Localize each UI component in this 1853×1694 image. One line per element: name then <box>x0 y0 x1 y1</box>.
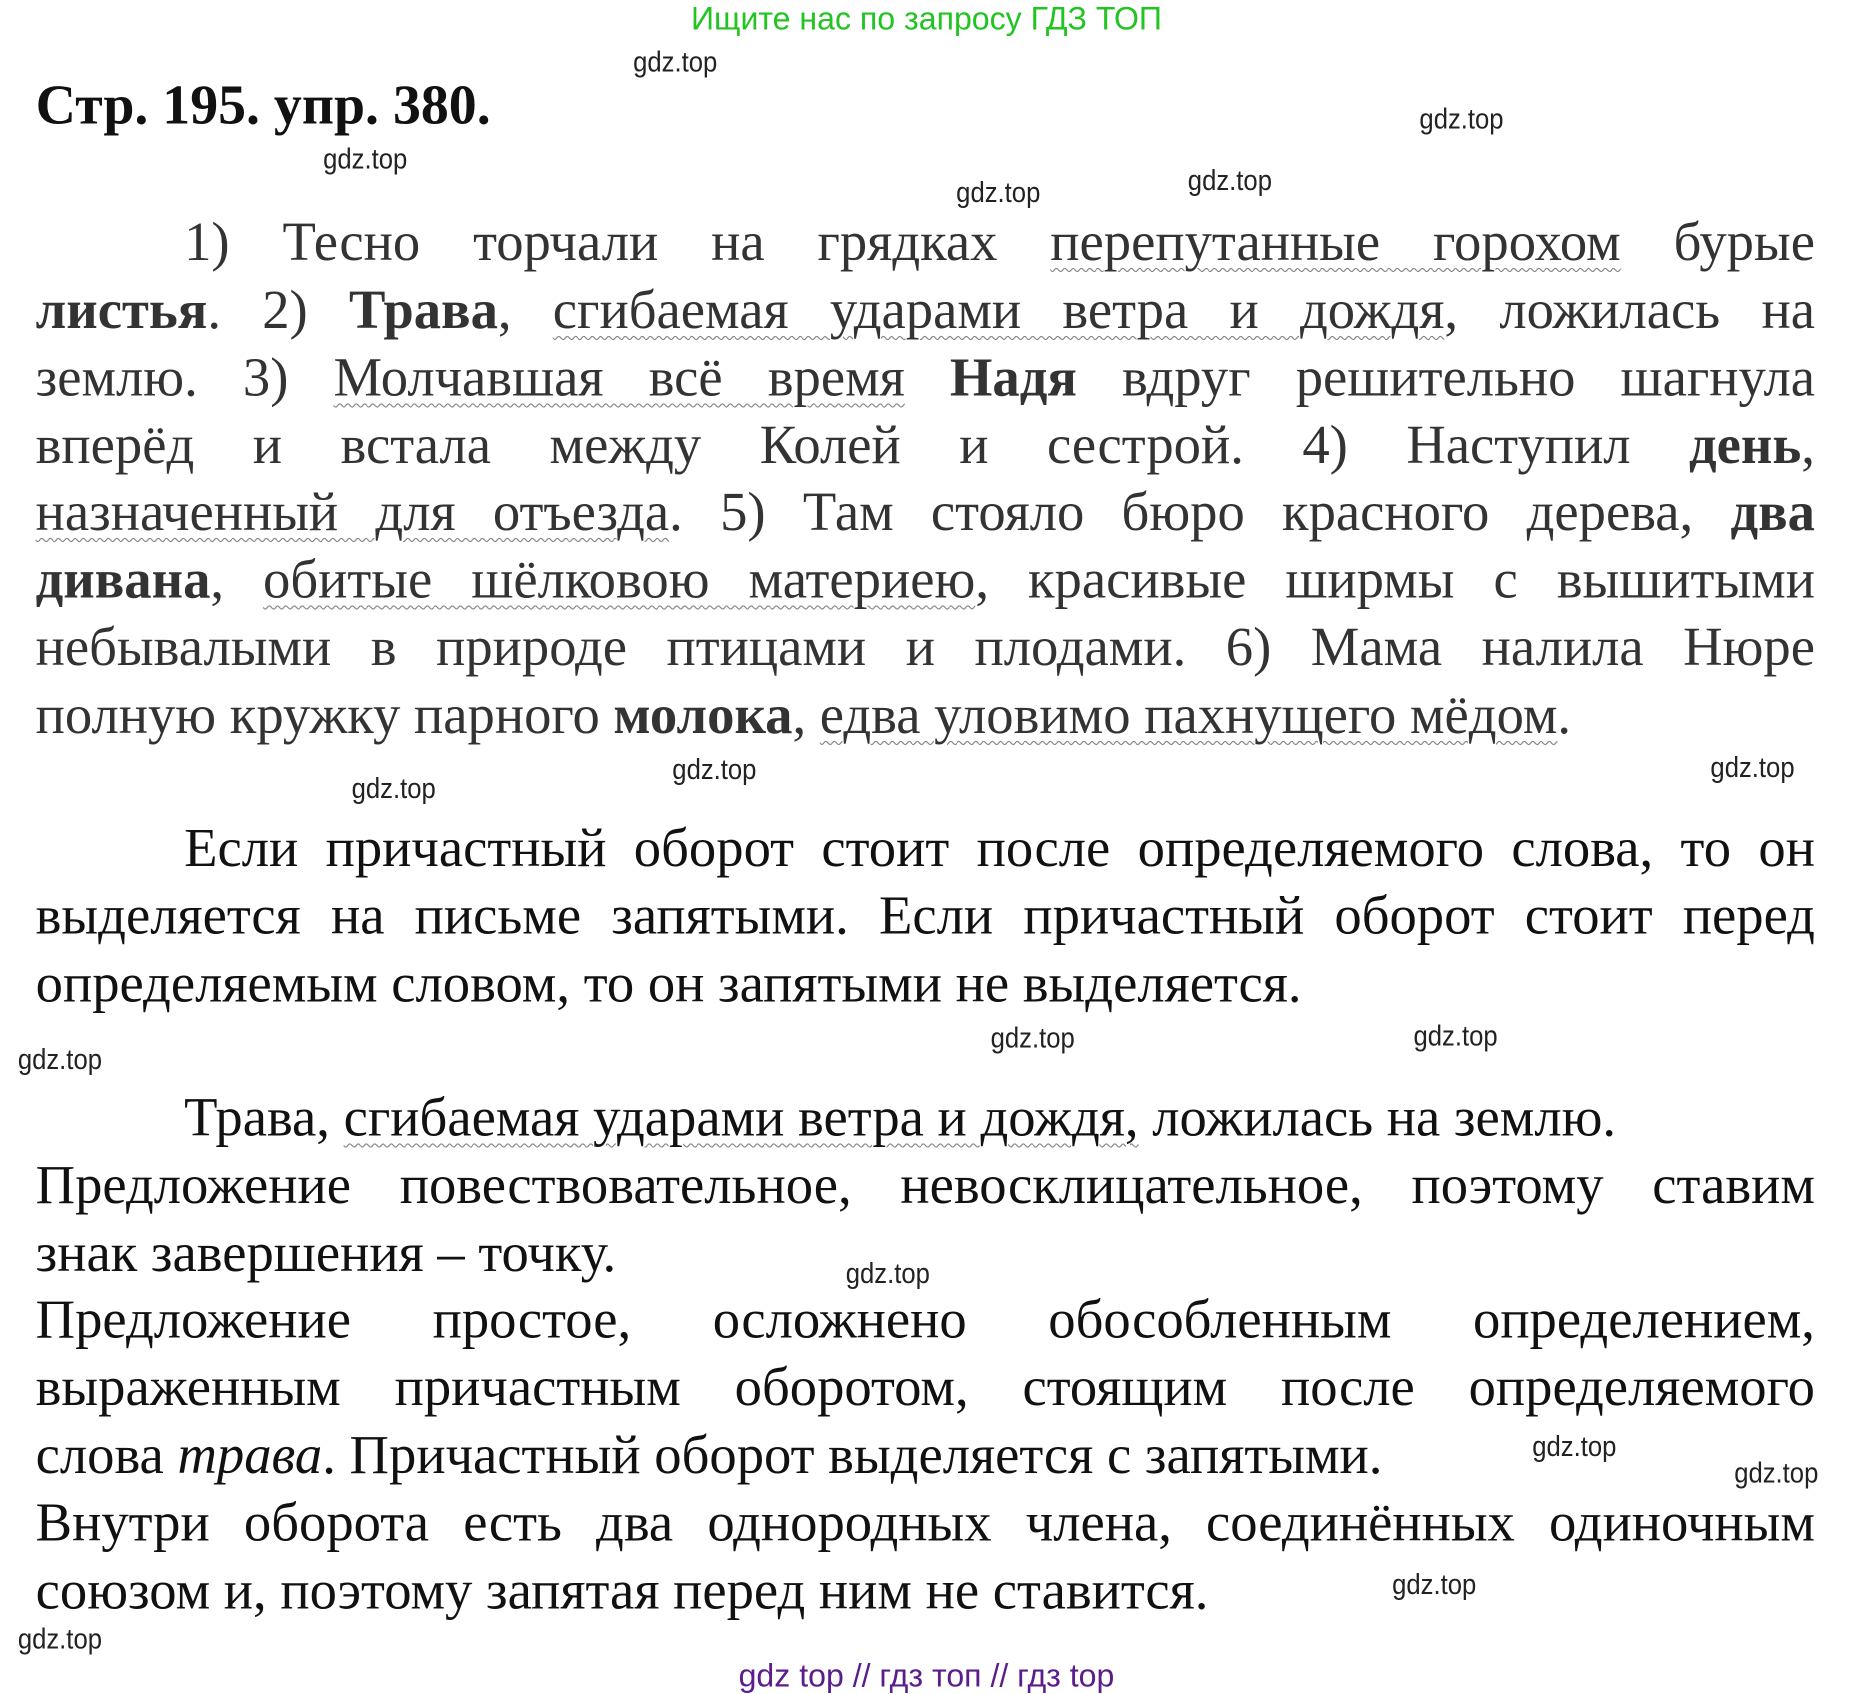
bold-word: два <box>1730 481 1815 542</box>
text-segment: , <box>1801 414 1815 476</box>
text-segment: Трава, <box>184 1086 344 1148</box>
participial-phrase: Молчавшая всё время <box>333 346 905 408</box>
bold-word: листья <box>35 279 208 340</box>
footer-links[interactable]: gdz top // гдз топ // гдз top <box>738 1658 1115 1694</box>
text-segment: небывалыми в природе птицами и плодами. 6) Мама налила Нюре <box>35 616 1815 678</box>
watermark-text: gdz.top <box>1413 1020 1498 1053</box>
text-line <box>35 1288 1815 1350</box>
text-segment: 1) Тесно торчали на грядках <box>184 211 1051 273</box>
text-line <box>35 548 1815 610</box>
bold-word: молока <box>613 684 793 745</box>
page-title: Стр. 195. упр. 380. <box>35 74 491 137</box>
participial-phrase: обитые шёлковою материею <box>263 548 976 610</box>
text-segment: ложилась на землю. <box>1138 1086 1617 1148</box>
watermark-text: gdz.top <box>1532 1431 1617 1464</box>
text-segment: . <box>1557 684 1572 745</box>
text-line <box>35 279 1815 340</box>
participial-phrase: назначенный для отъезда <box>35 481 670 542</box>
text-segment: бурые <box>1620 211 1815 273</box>
text-segment <box>905 347 950 408</box>
text-line <box>35 414 1815 476</box>
watermark-text: gdz.top <box>1419 103 1504 136</box>
text-line <box>35 952 1815 1014</box>
text-line <box>35 346 1815 408</box>
watermark-text: gdz.top <box>323 143 408 176</box>
text-line <box>184 211 1815 273</box>
text-line <box>35 616 1815 678</box>
text-segment: слова <box>35 1424 178 1485</box>
text-segment: выделяется на письме запятыми. Если причастный оборот стоит перед <box>35 884 1815 946</box>
text-segment: определяемым словом, то он запятыми не выделяется. <box>35 952 1302 1014</box>
watermark-text: gdz.top <box>17 1623 102 1656</box>
text-segment: Предложение простое, осложнено обособленным определением, <box>35 1288 1815 1350</box>
text-segment: вперёд и встала между Колей и сестрой. 4) Наступил <box>35 414 1690 476</box>
text-segment: полную кружку парного <box>35 684 614 745</box>
text-segment: Внутри оборота есть два однородных члена, соединённых одиночным <box>35 1491 1815 1553</box>
text-segment: землю. 3) <box>35 346 334 408</box>
text-segment: выраженным причастным оборотом, стоящим после определяемого <box>35 1356 1815 1418</box>
bold-word: Надя <box>949 346 1077 408</box>
bold-word: дивана <box>35 548 211 610</box>
participial-phrase: едва уловимо пахнущего мёдом <box>819 684 1558 745</box>
text-segment: . 5) Там стояло бюро красного дерева, <box>669 481 1731 542</box>
bold-word: Трава <box>348 279 498 340</box>
italic-word: трава <box>177 1424 323 1485</box>
text-line <box>35 884 1815 946</box>
text-line <box>184 1086 1815 1148</box>
text-line <box>35 481 1815 542</box>
watermark-text: gdz.top <box>1392 1569 1477 1602</box>
watermark-text: gdz.top <box>1187 165 1272 198</box>
watermark-text: gdz.top <box>17 1044 102 1077</box>
text-segment: . Причастный оборот выделяется с запятыми. <box>322 1424 1383 1485</box>
text-segment: Если причастный оборот стоит после определяемого слова, то он <box>184 817 1815 878</box>
watermark-text: gdz.top <box>672 754 757 787</box>
search-hint-banner: Ищите нас по запросу ГДЗ ТОП <box>691 1 1162 37</box>
text-segment: . 2) <box>207 279 349 340</box>
text-line <box>184 817 1815 878</box>
watermark-text: gdz.top <box>1710 751 1795 784</box>
text-segment: Предложение повествовательное, невосклицательное, поэтому ставим <box>35 1154 1815 1216</box>
participial-phrase: перепутанные горохом <box>1050 211 1621 273</box>
text-segment: знак завершения – точку. <box>35 1222 617 1283</box>
watermark-text: gdz.top <box>633 46 718 79</box>
bold-word: день <box>1689 414 1802 476</box>
text-segment: , <box>497 279 553 340</box>
watermark-text: gdz.top <box>1734 1457 1819 1490</box>
text-segment: , <box>210 548 264 610</box>
watermark-text: gdz.top <box>956 176 1041 210</box>
participial-phrase: сгибаемая ударами ветра и дождя, <box>343 1086 1139 1148</box>
text-segment: вдруг решительно шагнула <box>1076 346 1815 408</box>
watermark-text: gdz.top <box>351 773 436 806</box>
text-line <box>35 1154 1815 1216</box>
text-line <box>35 1559 1815 1621</box>
text-segment: , <box>792 684 820 745</box>
text-segment: , ложилась на <box>1444 279 1815 340</box>
text-line <box>35 684 1815 745</box>
watermark-text: gdz.top <box>845 1257 930 1290</box>
text-line <box>35 1356 1815 1418</box>
participial-phrase: сгибаемая ударами ветра и дождя <box>552 279 1445 340</box>
watermark-text: gdz.top <box>990 1022 1075 1055</box>
text-line <box>35 1491 1815 1553</box>
text-segment: союзом и, поэтому запятая перед ним не ставится. <box>35 1559 1209 1621</box>
text-segment: , красивые ширмы с вышитыми <box>975 548 1815 610</box>
